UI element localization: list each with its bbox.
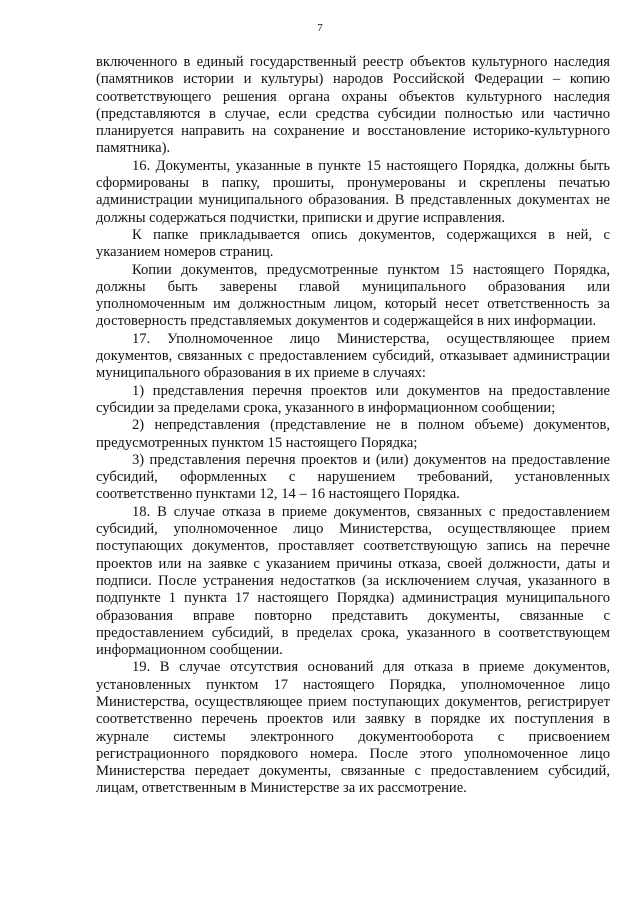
paragraph-continuation: включенного в единый государственный реестр объектов культурного наследия (памятников истории и культуры) народов Российской Федерации – копию соответствующего решения органа охраны объектов культурного наследия (представляются в случае, если средства субсидии полностью или частично планируется направить на сохранение и восстановление историко-культурного памятника). [96, 54, 610, 157]
paragraph-copies: Копии документов, предусмотренные пунктом 15 настоящего Порядка, должны быть заверены главой муниципального образования или уполномоченным им должностным лицом, который несет ответственность за достоверность представляемых документов и содержащейся в них информации. [96, 261, 610, 330]
paragraph-item-19: 19. В случае отсутствия оснований для отказа в приеме документов, установленных пунктом 17 настоящего Порядка, уполномоченное лицо Министерства, осуществляющее прием поступающих документов, регистрирует соответственно перечень проектов или заявку в порядке их поступления в журнале системы электронного документооборота с присвоением регистрационного порядкового номера. После этого уполномоченное лицо Министерства передает документы, связанные с предоставлением субсидий, лицам, ответственным в Министерстве за их рассмотрение. [96, 659, 610, 797]
paragraph-subitem-2: 2) непредставления (представление не в полном объеме) документов, предусмотренных пунктом 15 настоящего Порядка; [96, 417, 610, 451]
paragraph-subitem-1: 1) представления перечня проектов или документов на предоставление субсидии за пределами срока, указанного в информационном сообщении; [96, 382, 610, 416]
page-number: 7 [317, 22, 323, 34]
paragraph-subitem-3: 3) представления перечня проектов и (или) документов на предоставление субсидий, оформленных с нарушением требований, установленных соответственно пунктами 12, 14 – 16 настоящего Порядка. [96, 451, 610, 503]
paragraph-item-17: 17. Уполномоченное лицо Министерства, осуществляющее прием документов, связанных с предоставлением субсидий, отказывает администрации муниципального образования в их приеме в случаях: [96, 330, 610, 382]
paragraph-inventory: К папке прикладывается опись документов, содержащихся в ней, с указанием номеров страниц. [96, 226, 610, 261]
paragraph-item-16: 16. Документы, указанные в пункте 15 настоящего Порядка, должны быть сформированы в папку, прошиты, пронумерованы и скреплены печатью администрации муниципального образования. В представленных документах не должны содержаться подчистки, приписки и другие исправления. [96, 157, 610, 226]
document-body [96, 54, 610, 798]
paragraph-item-18: 18. В случае отказа в приеме документов, связанных с предоставлением субсидий, уполномоченное лицо Министерства, осуществляющее прием поступающих документов, проставляет соответствующую запись на перечне проектов или на заявке с указанием причины отказа, своей должности, даты и подписи. После устранения недостатков (за исключением случая, указанного в подпункте 1 пункта 17 настоящего Порядка) администрация муниципального образования вправе повторно представить документы, связанные с предоставлением субсидий, в пределах срока, указанного в соответствующем информационном сообщении. [96, 503, 610, 659]
